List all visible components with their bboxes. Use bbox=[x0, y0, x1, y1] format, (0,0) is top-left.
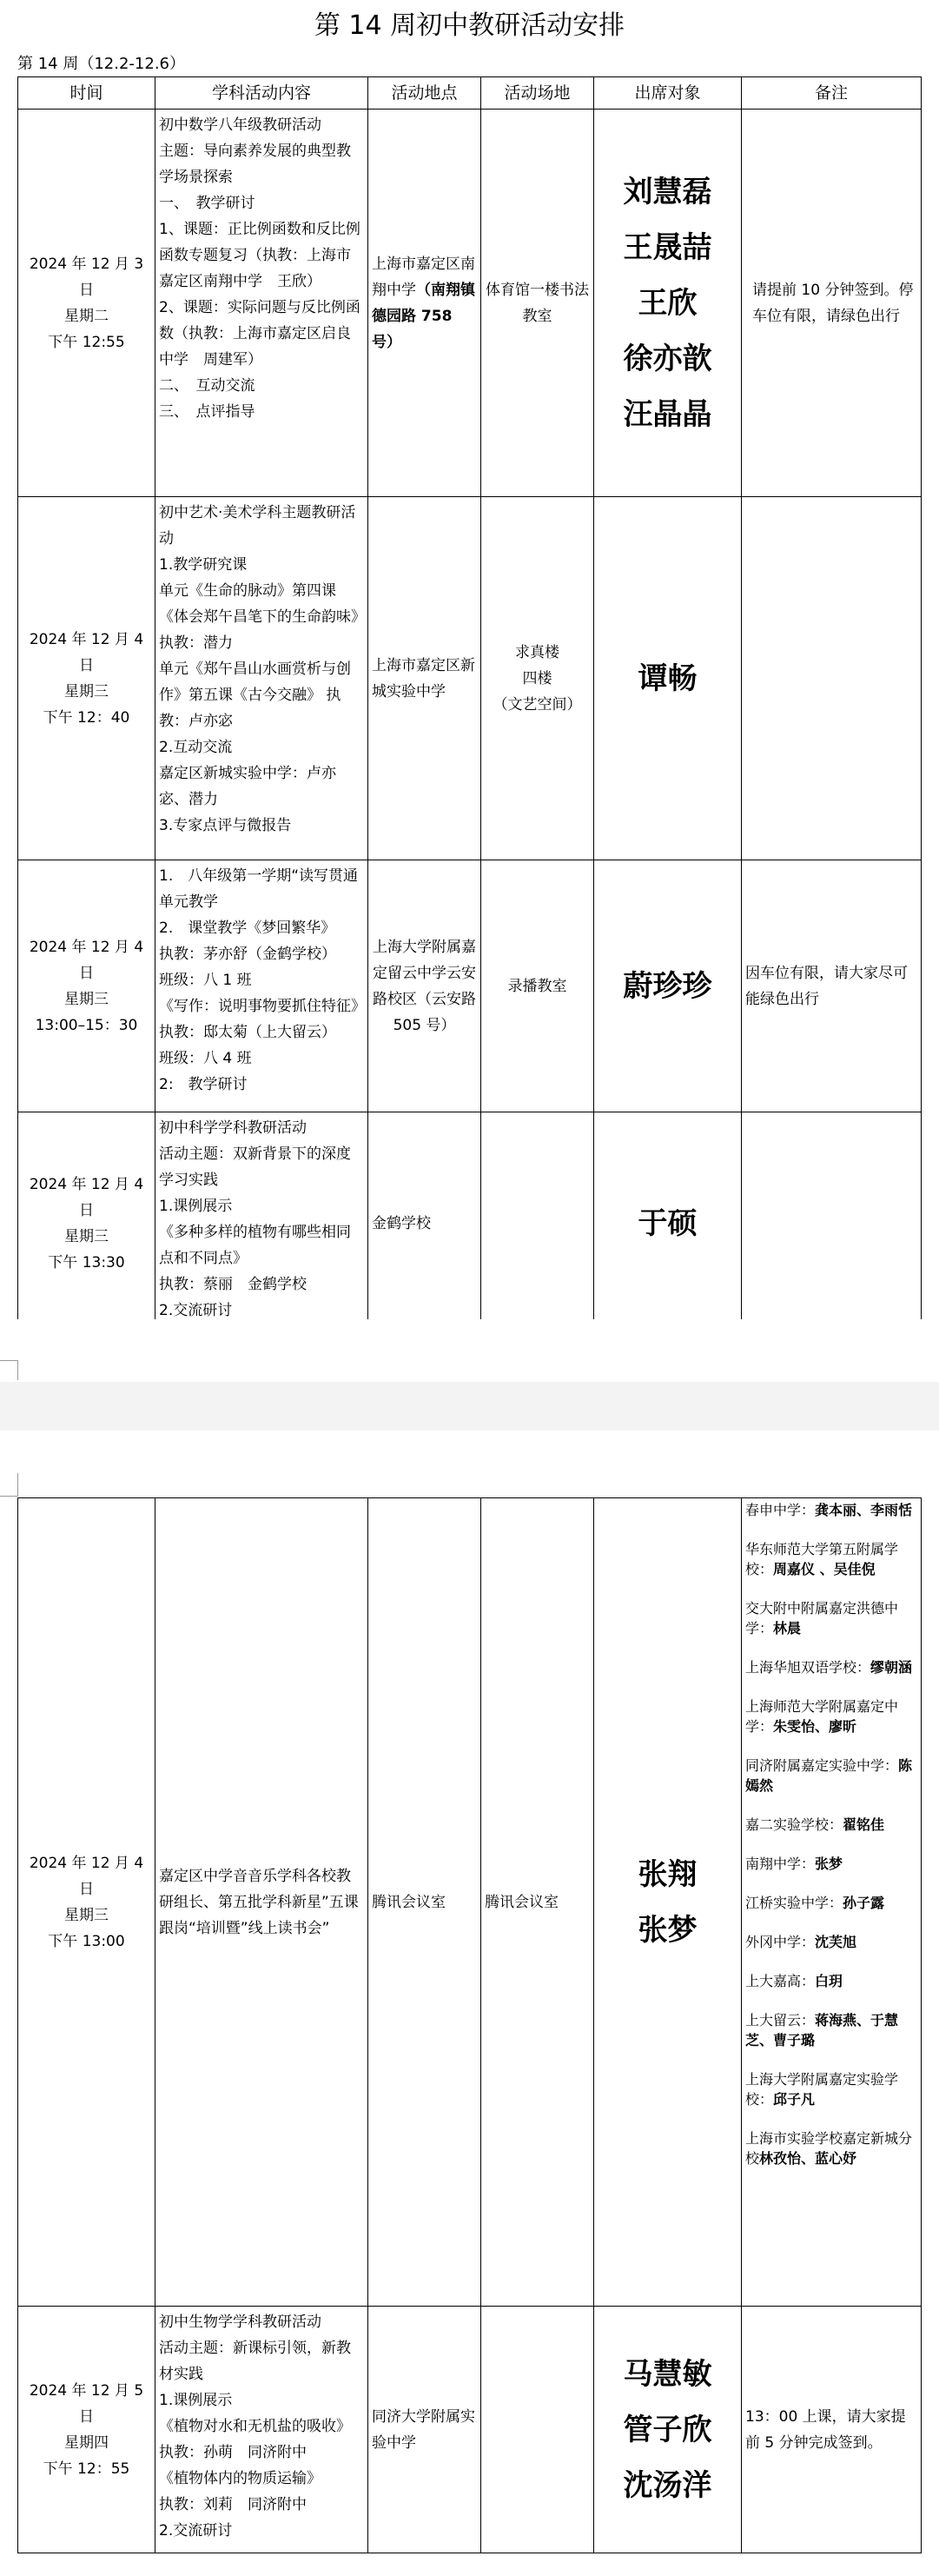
content-line: 初中艺术·美术学科主题教研活动 bbox=[159, 504, 356, 548]
header-attendees: 出席对象 bbox=[594, 77, 742, 110]
location-cell bbox=[368, 497, 481, 860]
date: 2024 年 12 月 4 日 bbox=[29, 1175, 144, 1219]
remark-entry: 上大嘉高：白玥 bbox=[745, 1973, 843, 1989]
location-cell bbox=[368, 1498, 481, 2307]
remark-entry: 上海大学附属嘉定实验学校：邱子凡 bbox=[745, 2071, 899, 2108]
remarks-cell bbox=[742, 1498, 922, 2307]
content-line: 执教：蔡丽 金鹤学校 bbox=[159, 1276, 307, 1293]
content-line: 活动主题：新课标引领，新教材实践 bbox=[159, 2340, 351, 2383]
header-remarks: 备注 bbox=[742, 77, 922, 110]
venue-text: 求真楼 bbox=[515, 643, 559, 661]
remark-entry: 上海师范大学附属嘉定中学：朱雯怡、廖昕 bbox=[745, 1698, 899, 1735]
content-line: 2.交流研讨 bbox=[159, 2522, 233, 2539]
start-time: 下午 12：55 bbox=[43, 2460, 130, 2478]
table-row bbox=[18, 1112, 922, 1335]
content-line: 3.专家点评与微报告 bbox=[159, 817, 292, 834]
content-line: 《多种多样的植物有哪些相同点和不同点》 bbox=[159, 1224, 351, 1267]
attendee-name: 马慧敏 bbox=[623, 2356, 712, 2392]
attendees-cell bbox=[594, 1498, 742, 2307]
attendees-cell bbox=[594, 497, 742, 860]
content-line: 1.课例展示 bbox=[159, 1198, 233, 1215]
venue-cell bbox=[481, 1498, 594, 2307]
attendee-name: 刘慧磊 bbox=[623, 174, 712, 209]
remark-entry: 外冈中学：沈芙旭 bbox=[745, 1934, 857, 1950]
weekday: 星期三 bbox=[64, 990, 109, 1008]
remarks-cell bbox=[742, 860, 922, 1112]
content-line: 2、课题：实际问题与反比例函数（执教：上海市嘉定区启良中学 周建军） bbox=[159, 299, 360, 368]
attendee-name: 徐亦歆 bbox=[623, 341, 712, 376]
content-line: 2.交流研讨 bbox=[159, 1302, 233, 1319]
time-cell bbox=[18, 497, 155, 860]
content-line: 嘉定区新城实验中学：卢亦宓、潜力 bbox=[159, 765, 336, 808]
remarks-text: 请提前 10 分钟签到。停车位有限，请绿色出行 bbox=[752, 281, 914, 325]
location-text: 金鹤学校 bbox=[372, 1214, 431, 1232]
remarks-cell bbox=[742, 1112, 922, 1335]
date: 2024 年 12 月 5 日 bbox=[29, 2381, 144, 2426]
weekday: 星期二 bbox=[64, 307, 109, 325]
venue-cell bbox=[481, 110, 594, 497]
remark-entry: 上大留云：蒋海燕、于慧芝、曹子璐 bbox=[745, 2012, 899, 2048]
table-row bbox=[18, 497, 922, 860]
content-line: 1. 八年级第一学期“读写贯通单元教学 bbox=[159, 867, 359, 911]
remark-entry: 春申中学：龚本丽、李雨恬 bbox=[745, 1502, 913, 1518]
attendees-cell bbox=[594, 860, 742, 1112]
weekday: 星期四 bbox=[64, 2433, 109, 2452]
attendees-cell bbox=[594, 2307, 742, 2553]
remarks-text: 因车位有限，请大家尽可能绿色出行 bbox=[745, 964, 908, 1008]
page-title: 第 14 周初中教研活动安排 bbox=[314, 10, 625, 41]
attendee-name: 汪晶晶 bbox=[623, 396, 712, 432]
location-cell bbox=[368, 110, 481, 497]
remark-entry: 上海华旭双语学校：缪朝涵 bbox=[745, 1659, 913, 1676]
venue-text: （文艺空间） bbox=[493, 695, 582, 714]
content-line: 执教：孙萌 同济附中 bbox=[159, 2444, 307, 2461]
content-line: 2. 课堂教学《梦回繁华》 bbox=[159, 920, 336, 937]
content-line: 《写作：说明事物要抓住特征》 bbox=[159, 998, 366, 1015]
content-line: 三、 点评指导 bbox=[159, 403, 255, 421]
header-time: 时间 bbox=[18, 77, 155, 110]
content-line: 《植物对水和无机盐的吸收》 bbox=[159, 2418, 351, 2435]
table-row bbox=[18, 2307, 922, 2553]
attendee-name: 蔚珍珍 bbox=[623, 968, 712, 1004]
content-line: 初中生物学学科教研活动 bbox=[159, 2314, 321, 2331]
venue-cell bbox=[481, 1112, 594, 1335]
content-line: 执教：邸太菊（上大留云） bbox=[159, 1024, 336, 1041]
location-text: 上海市嘉定区南翔中学 bbox=[372, 255, 475, 299]
content-line: 执教：茅亦舒（金鹤学校） bbox=[159, 946, 336, 963]
remark-entry: 华东师范大学第五附属学校：周嘉仪 、吴佳倪 bbox=[745, 1541, 899, 1577]
venue-text: 四楼 bbox=[522, 669, 552, 687]
schedule-table-page1 bbox=[17, 76, 922, 1335]
content-line: 班级：八 1 班 bbox=[159, 972, 252, 989]
weekday: 星期三 bbox=[64, 1227, 109, 1245]
attendees-cell bbox=[594, 110, 742, 497]
table-row bbox=[18, 860, 922, 1112]
header-location: 活动地点 bbox=[368, 77, 481, 110]
time-cell bbox=[18, 1112, 155, 1335]
content-cell bbox=[155, 497, 368, 860]
content-line: 一、 教学研讨 bbox=[159, 195, 255, 212]
page-corner-mark bbox=[0, 1473, 18, 1497]
attendee-name: 于硕 bbox=[638, 1205, 698, 1241]
content-line: 活动主题：双新背景下的深度学习实践 bbox=[159, 1145, 351, 1189]
remark-entry: 交大附中附属嘉定洪德中学：林晨 bbox=[745, 1600, 899, 1637]
content-line: 嘉定区中学音音乐学科各校教研组长、第五批学科新星”五课跟岗“培训暨”线上读书会” bbox=[159, 1867, 359, 1937]
venue-cell bbox=[481, 860, 594, 1112]
attendee-name: 王欣 bbox=[638, 285, 698, 321]
location-text: 上海市嘉定区新城实验中学 bbox=[372, 656, 475, 700]
start-time: 13:00–15：30 bbox=[35, 1016, 138, 1034]
content-line: 执教：潜力 bbox=[159, 634, 233, 652]
location-text: 上海大学附属嘉定留云中学云安路校区（云安路 505 号） bbox=[373, 938, 476, 1034]
location-cell bbox=[368, 1112, 481, 1335]
schedule-table-page2 bbox=[17, 1497, 922, 2553]
weekday: 星期三 bbox=[64, 682, 109, 700]
attendee-name: 王晟喆 bbox=[623, 229, 712, 265]
remark-entry: 南翔中学：张梦 bbox=[745, 1856, 843, 1872]
location-text: 同济大学附属实验中学 bbox=[372, 2407, 475, 2452]
content-line: 1、课题：正比例函数和反比例函数专题复习（执教：上海市嘉定区南翔中学 王欣） bbox=[159, 221, 360, 290]
content-line: 二、 互动交流 bbox=[159, 377, 255, 395]
date: 2024 年 12 月 4 日 bbox=[29, 630, 144, 674]
attendee-name: 管子欣 bbox=[623, 2412, 712, 2447]
header-venue: 活动场地 bbox=[481, 77, 594, 110]
remark-entry: 上海市实验学校嘉定新城分校林孜怡、蓝心妤 bbox=[745, 2130, 913, 2167]
content-line: 主题：导向素养发展的典型教学场景探索 bbox=[159, 143, 351, 186]
attendee-name: 张翔 bbox=[638, 1856, 698, 1892]
content-line: 初中数学八年级教研活动 bbox=[159, 116, 321, 134]
venue-cell bbox=[481, 497, 594, 860]
header-content: 学科活动内容 bbox=[155, 77, 368, 110]
venue-cell bbox=[481, 2307, 594, 2553]
content-line: 1.教学研究课 bbox=[159, 556, 248, 574]
remark-entry: 嘉二实验学校：翟铭佳 bbox=[745, 1816, 885, 1833]
attendee-name: 沈汤洋 bbox=[623, 2467, 712, 2503]
date: 2024 年 12 月 4 日 bbox=[29, 938, 144, 982]
remarks-cell bbox=[742, 497, 922, 860]
location-address: （南翔镇德园路 758 号） bbox=[372, 281, 475, 351]
remarks-cell bbox=[742, 110, 922, 497]
attendees-cell bbox=[594, 1112, 742, 1335]
content-line: 2.互动交流 bbox=[159, 739, 233, 756]
venue-text: 录播教室 bbox=[507, 977, 567, 995]
content-line: 执教：刘莉 同济附中 bbox=[159, 2496, 307, 2513]
attendee-name: 谭畅 bbox=[638, 661, 698, 696]
start-time: 下午 12：40 bbox=[43, 708, 130, 727]
remarks-text: 13：00 上课，请大家提前 5 分钟完成签到。 bbox=[745, 2407, 906, 2452]
table-row bbox=[18, 1498, 922, 2307]
content-line: 班级：八 4 班 bbox=[159, 1050, 252, 1067]
start-time: 下午 12:55 bbox=[48, 333, 125, 351]
time-cell bbox=[18, 2307, 155, 2553]
content-cell bbox=[155, 110, 368, 497]
content-line: 2: 教学研讨 bbox=[159, 1076, 248, 1093]
start-time: 下午 13:00 bbox=[48, 1932, 125, 1950]
page-corner-mark bbox=[0, 1360, 18, 1380]
table-row bbox=[18, 110, 922, 497]
content-line: 单元《生命的脉动》第四课《体会郑午昌笔下的生命韵味》 bbox=[159, 582, 366, 626]
date: 2024 年 12 月 3 日 bbox=[29, 255, 144, 299]
week-label: 第 14 周（12.2-12.6） bbox=[17, 55, 185, 73]
venue-text: 体育馆一楼书法教室 bbox=[486, 281, 589, 325]
location-text: 腾讯会议室 bbox=[372, 1893, 446, 1911]
start-time: 下午 13:30 bbox=[48, 1253, 125, 1271]
content-cell bbox=[155, 1498, 368, 2307]
content-cell bbox=[155, 860, 368, 1112]
content-cell bbox=[155, 2307, 368, 2553]
time-cell bbox=[18, 860, 155, 1112]
weekday: 星期三 bbox=[64, 1906, 109, 1924]
content-line: 单元《郑午昌山水画赏析与创作》第五课《古今交融》 执教：卢亦宓 bbox=[159, 661, 351, 730]
remarks-cell bbox=[742, 2307, 922, 2553]
location-cell bbox=[368, 860, 481, 1112]
content-line: 《植物体内的物质运输》 bbox=[159, 2470, 321, 2487]
content-cell bbox=[155, 1112, 368, 1335]
time-cell bbox=[18, 110, 155, 497]
page-top-margin bbox=[0, 1431, 939, 1497]
page-bottom-margin bbox=[0, 1319, 939, 1382]
remark-entry: 江桥实验中学：孙子露 bbox=[745, 1895, 885, 1911]
remark-entry: 同济附属嘉定实验中学：陈嫣然 bbox=[745, 1757, 913, 1794]
content-line: 1.课例展示 bbox=[159, 2392, 233, 2409]
location-cell bbox=[368, 2307, 481, 2553]
content-line: 初中科学学科教研活动 bbox=[159, 1119, 307, 1137]
time-cell bbox=[18, 1498, 155, 2307]
date: 2024 年 12 月 4 日 bbox=[29, 1854, 144, 1898]
attendee-name: 张梦 bbox=[638, 1912, 698, 1948]
venue-text: 腾讯会议室 bbox=[485, 1893, 559, 1911]
header-row bbox=[18, 77, 922, 110]
